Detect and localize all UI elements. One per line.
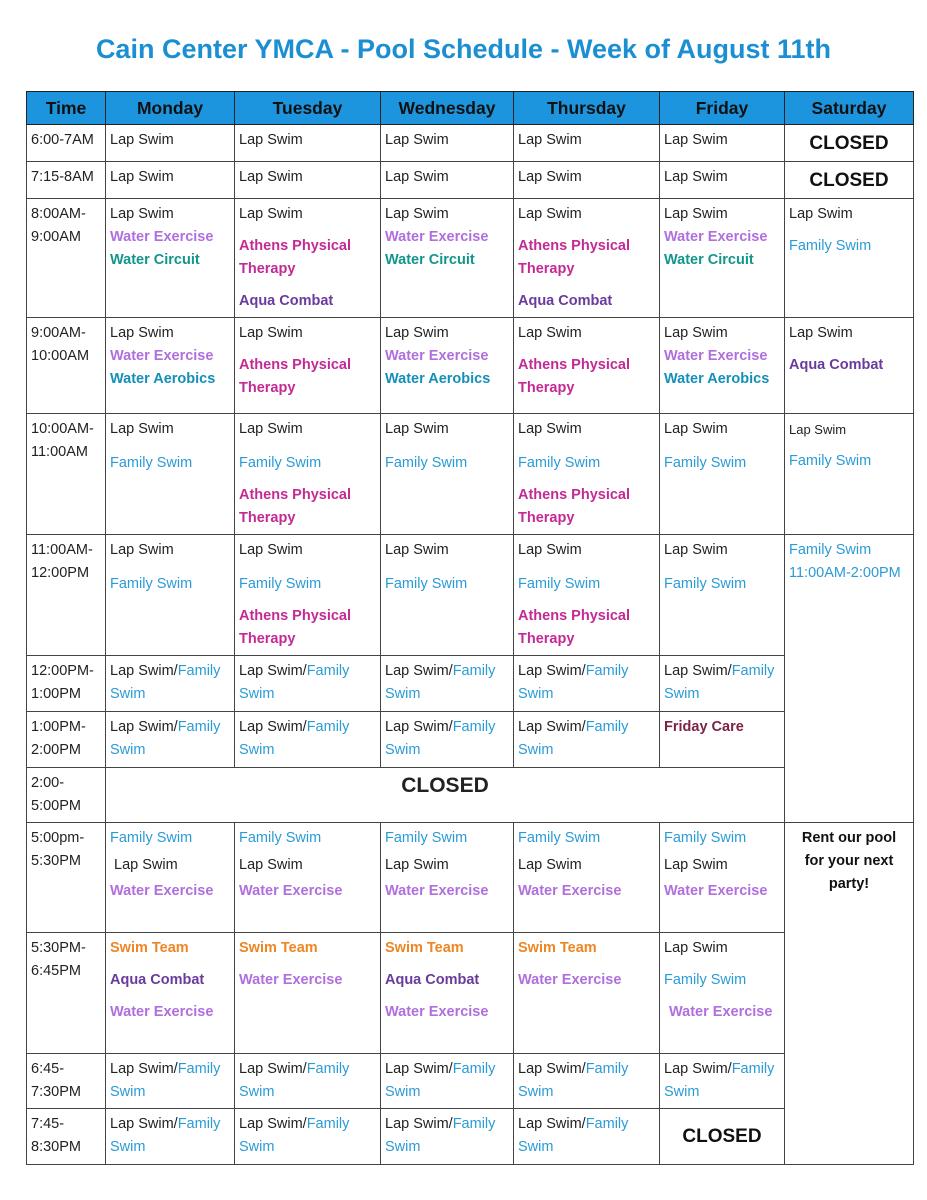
time-cell (27, 162, 106, 199)
family-swim: Family Swim (239, 576, 322, 592)
athens-physical-therapy: Athens Physical Therapy (518, 608, 631, 647)
table-row (27, 823, 914, 933)
family-swim: Family Swim (664, 830, 747, 846)
lap-swim: Lap Swim (789, 206, 853, 222)
lap-swim: Lap Swim (518, 169, 582, 185)
lap-swim: Lap Swim/ (239, 1116, 307, 1132)
water-aerobics: Water Aerobics (664, 371, 770, 387)
family-swim: Family (306, 1116, 350, 1132)
family-swim: Family Swim (239, 455, 322, 471)
friday-care: Friday Care (664, 719, 744, 735)
lap-swim: Lap Swim/ (664, 663, 732, 679)
family-swim-cont: Swim (518, 1139, 554, 1155)
family-swim-cont: Swim (110, 1139, 146, 1155)
family-swim: Family Swim (789, 542, 872, 558)
time-cell (27, 1109, 106, 1165)
schedule-cell (514, 162, 660, 199)
lap-swim: Lap Swim/ (518, 663, 586, 679)
time-label-start: 10:00AM- (31, 421, 94, 437)
family-swim: Family (306, 663, 350, 679)
swim-team: Swim Team (110, 940, 189, 956)
afternoon-closed-cell (106, 768, 785, 823)
schedule-cell (514, 535, 660, 656)
header-time: Time (27, 92, 106, 125)
water-exercise: Water Exercise (664, 348, 768, 364)
schedule-cell (514, 125, 660, 162)
athens-physical-therapy: Athens Physical Therapy (518, 238, 631, 277)
family-swim: Family Swim (664, 455, 747, 471)
time-label-end: 11:00AM (31, 444, 88, 460)
schedule-cell (235, 535, 381, 656)
family-swim-cont: Swim (110, 686, 146, 702)
family-swim: Family (177, 719, 221, 735)
schedule-cell (381, 125, 514, 162)
water-exercise: Water Exercise (110, 1004, 214, 1020)
table-row (27, 318, 914, 414)
family-swim-cont: Swim (385, 686, 421, 702)
lap-swim: Lap Swim (518, 325, 582, 341)
lap-swim: Lap Swim (110, 169, 174, 185)
header-wednesday: Wednesday (381, 92, 514, 125)
schedule-cell (514, 933, 660, 1054)
schedule-cell (660, 933, 785, 1054)
family-swim: Family (585, 1061, 629, 1077)
lap-swim: Lap Swim (385, 206, 449, 222)
schedule-cell (514, 199, 660, 318)
family-swim: Family (452, 719, 496, 735)
family-swim: Family (585, 719, 629, 735)
time-label-end: 2:00PM (31, 742, 81, 758)
family-swim: Family (177, 1061, 221, 1077)
rent-line-3: party! (828, 876, 870, 892)
family-swim: Family Swim (518, 455, 601, 471)
lap-swim: Lap Swim (518, 132, 582, 148)
table-row (27, 162, 914, 199)
lap-swim: Lap Swim (239, 857, 303, 873)
closed-label: CLOSED (809, 132, 889, 154)
lap-swim: Lap Swim (664, 132, 728, 148)
water-exercise: Water Exercise (385, 1004, 489, 1020)
water-exercise: Water Exercise (664, 883, 768, 899)
lap-swim: Lap Swim/ (110, 663, 178, 679)
rent-line-1: Rent our pool (801, 830, 897, 846)
water-circuit: Water Circuit (110, 252, 200, 268)
schedule-cell (514, 1054, 660, 1109)
family-swim: Family Swim (385, 455, 468, 471)
family-swim: Family Swim (385, 576, 468, 592)
saturday-family-swim-cell (785, 535, 914, 823)
lap-swim: Lap Swim (664, 421, 728, 437)
time-label-start: 11:00AM- (31, 542, 93, 558)
family-swim: Family Swim (110, 830, 193, 846)
lap-swim: Lap Swim (110, 132, 174, 148)
lap-swim: Lap Swim/ (385, 719, 453, 735)
time-label-end: 8:30PM (31, 1139, 81, 1155)
schedule-cell (106, 1109, 235, 1165)
water-exercise: Water Exercise (239, 883, 343, 899)
table-row (27, 535, 914, 656)
lap-swim: Lap Swim/ (110, 719, 178, 735)
time-label: 6:00-7AM (31, 132, 94, 148)
water-exercise: Water Exercise (669, 1004, 773, 1020)
schedule-cell (381, 199, 514, 318)
schedule-cell (235, 656, 381, 712)
water-exercise: Water Exercise (385, 348, 489, 364)
schedule-cell (106, 656, 235, 712)
family-swim: Family Swim (664, 972, 747, 988)
header-tuesday: Tuesday (235, 92, 381, 125)
time-label-start: 2:00- (31, 775, 65, 791)
athens-physical-therapy: Athens Physical Therapy (518, 357, 631, 396)
family-swim-cont: Swim (664, 686, 700, 702)
schedule-cell (660, 414, 785, 535)
athens-physical-therapy: Athens Physical Therapy (239, 487, 352, 526)
family-swim-cont: Swim (385, 1084, 421, 1100)
closed-label: CLOSED (401, 774, 489, 797)
table-row (27, 656, 914, 712)
schedule-cell (660, 199, 785, 318)
time-cell (27, 125, 106, 162)
table-row (27, 199, 914, 318)
family-swim-cont: Swim (385, 1139, 421, 1155)
family-swim: Family Swim (518, 830, 601, 846)
time-label-end: 6:45PM (31, 963, 81, 979)
time-cell (27, 535, 106, 656)
family-swim: Family Swim (385, 830, 468, 846)
time-label-end: 1:00PM (31, 686, 81, 702)
water-exercise: Water Exercise (110, 348, 214, 364)
schedule-cell (514, 712, 660, 768)
time-cell (27, 712, 106, 768)
time-label: 7:15-8AM (31, 169, 94, 185)
lap-swim: Lap Swim (239, 325, 303, 341)
lap-swim: Lap Swim (239, 542, 303, 558)
lap-swim: Lap Swim (110, 206, 174, 222)
lap-swim: Lap Swim/ (385, 1116, 453, 1132)
lap-swim: Lap Swim (664, 325, 728, 341)
family-swim: Family (306, 719, 350, 735)
family-swim-cont: Swim (239, 686, 275, 702)
water-exercise: Water Exercise (385, 229, 489, 245)
lap-swim: Lap Swim (789, 325, 853, 341)
table-row (27, 933, 914, 1054)
schedule-cell (106, 535, 235, 656)
schedule-cell (381, 712, 514, 768)
time-label-start: 5:00pm- (31, 830, 85, 846)
lap-swim: Lap Swim (239, 169, 303, 185)
rent-pool-promo (785, 823, 914, 1165)
schedule-cell (235, 933, 381, 1054)
family-swim-cont: Swim (239, 1139, 275, 1155)
schedule-cell (235, 1109, 381, 1165)
schedule-cell (660, 125, 785, 162)
family-swim: Family (452, 1061, 496, 1077)
family-swim-cont: Swim (239, 742, 275, 758)
table-row (27, 414, 914, 535)
time-label-end: 9:00AM (31, 229, 81, 245)
lap-swim: Lap Swim/ (518, 1061, 586, 1077)
lap-swim: Lap Swim/ (518, 1116, 586, 1132)
schedule-cell (235, 712, 381, 768)
schedule-cell (514, 318, 660, 414)
athens-physical-therapy: Athens Physical Therapy (518, 487, 631, 526)
schedule-cell (514, 823, 660, 933)
schedule-cell (235, 1054, 381, 1109)
header-thursday: Thursday (514, 92, 660, 125)
lap-swim: Lap Swim/ (385, 1061, 453, 1077)
lap-swim: Lap Swim (518, 206, 582, 222)
time-label-start: 12:00PM- (31, 663, 94, 679)
time-label-end: 10:00AM (31, 348, 90, 364)
schedule-cell (235, 199, 381, 318)
schedule-cell (106, 162, 235, 199)
lap-swim: Lap Swim/ (385, 663, 453, 679)
lap-swim: Lap Swim (385, 325, 449, 341)
lap-swim: Lap Swim/ (664, 1061, 732, 1077)
time-label-start: 9:00AM- (31, 325, 86, 341)
schedule-cell (106, 823, 235, 933)
lap-swim: Lap Swim (239, 421, 303, 437)
schedule-cell (660, 656, 785, 712)
family-swim: Family (731, 663, 775, 679)
family-swim-cont: Swim (110, 1084, 146, 1100)
schedule-cell (381, 318, 514, 414)
aqua-combat: Aqua Combat (385, 972, 480, 988)
page-title: Cain Center YMCA - Pool Schedule - Week of August 11th (95, 34, 832, 64)
schedule-cell (106, 1054, 235, 1109)
family-swim: Family Swim (789, 453, 872, 469)
time-label-end: 12:00PM (31, 565, 90, 581)
time-cell (27, 318, 106, 414)
header-friday: Friday (660, 92, 785, 125)
schedule-cell (785, 125, 914, 162)
closed-label: CLOSED (809, 169, 889, 191)
water-aerobics: Water Aerobics (385, 371, 491, 387)
schedule-cell (381, 414, 514, 535)
water-circuit: Water Circuit (664, 252, 754, 268)
time-cell (27, 933, 106, 1054)
water-exercise: Water Exercise (110, 883, 214, 899)
schedule-cell (514, 656, 660, 712)
schedule-cell (235, 823, 381, 933)
lap-swim: Lap Swim/ (239, 1061, 307, 1077)
water-exercise: Water Exercise (110, 229, 214, 245)
time-cell (27, 656, 106, 712)
schedule-cell (381, 823, 514, 933)
time-label-end: 7:30PM (31, 1084, 81, 1100)
lap-swim: Lap Swim/ (110, 1116, 178, 1132)
time-label-start: 7:45- (31, 1116, 65, 1132)
schedule-cell (785, 318, 914, 414)
water-exercise: Water Exercise (664, 229, 768, 245)
table-row (27, 768, 914, 823)
lap-swim: Lap Swim (664, 857, 728, 873)
schedule-cell (381, 535, 514, 656)
schedule-cell (106, 199, 235, 318)
family-swim: Family Swim (239, 830, 322, 846)
lap-swim: Lap Swim (518, 542, 582, 558)
family-swim-cont: Swim (664, 1084, 700, 1100)
time-label-start: 5:30PM- (31, 940, 86, 956)
family-swim-cont: Swim (385, 742, 421, 758)
aqua-combat: Aqua Combat (239, 293, 334, 309)
family-swim: Family Swim (110, 455, 193, 471)
schedule-cell (235, 318, 381, 414)
time-cell (27, 414, 106, 535)
schedule-cell (514, 1109, 660, 1165)
family-swim-cont: Swim (518, 742, 554, 758)
time-label-start: 1:00PM- (31, 719, 86, 735)
aqua-combat: Aqua Combat (518, 293, 613, 309)
schedule-cell (106, 125, 235, 162)
lap-swim: Lap Swim (664, 542, 728, 558)
schedule-cell (235, 414, 381, 535)
schedule-cell (106, 933, 235, 1054)
schedule-cell (106, 318, 235, 414)
schedule-cell (660, 318, 785, 414)
aqua-combat: Aqua Combat (789, 357, 884, 373)
family-swim: Family Swim (110, 576, 193, 592)
time-label-end: 5:30PM (31, 853, 81, 869)
schedule-cell (381, 162, 514, 199)
lap-swim: Lap Swim (789, 422, 847, 437)
water-exercise: Water Exercise (518, 972, 622, 988)
water-aerobics: Water Aerobics (110, 371, 216, 387)
family-swim-cont: Swim (518, 686, 554, 702)
lap-swim: Lap Swim (110, 325, 174, 341)
header-row (27, 92, 914, 125)
aqua-combat: Aqua Combat (110, 972, 205, 988)
lap-swim: Lap Swim (385, 421, 449, 437)
lap-swim: Lap Swim (110, 421, 174, 437)
family-swim: Family (306, 1061, 350, 1077)
family-swim: Family (452, 1116, 496, 1132)
lap-swim: Lap Swim (664, 169, 728, 185)
lap-swim: Lap Swim (114, 857, 178, 873)
schedule-cell (660, 162, 785, 199)
lap-swim: Lap Swim/ (518, 719, 586, 735)
time-cell (27, 199, 106, 318)
athens-physical-therapy: Athens Physical Therapy (239, 238, 352, 277)
lap-swim: Lap Swim (664, 940, 728, 956)
closed-label: CLOSED (682, 1126, 762, 1147)
schedule-cell (235, 125, 381, 162)
schedule-cell (235, 162, 381, 199)
water-exercise: Water Exercise (385, 883, 489, 899)
schedule-cell (381, 656, 514, 712)
lap-swim: Lap Swim (664, 206, 728, 222)
schedule-cell (514, 414, 660, 535)
schedule-cell (381, 933, 514, 1054)
table-row (27, 1054, 914, 1109)
schedule-cell (381, 1109, 514, 1165)
swim-team: Swim Team (518, 940, 597, 956)
athens-physical-therapy: Athens Physical Therapy (239, 357, 352, 396)
family-swim: Family (177, 1116, 221, 1132)
saturday-family-swim-time: 11:00AM-2:00PM (789, 565, 901, 581)
time-cell (27, 1054, 106, 1109)
lap-swim: Lap Swim (385, 169, 449, 185)
lap-swim: Lap Swim (239, 206, 303, 222)
family-swim: Family (585, 1116, 629, 1132)
family-swim-cont: Swim (239, 1084, 275, 1100)
family-swim: Family (177, 663, 221, 679)
pool-schedule-table (26, 91, 914, 1165)
schedule-cell (660, 712, 785, 768)
water-circuit: Water Circuit (385, 252, 475, 268)
lap-swim: Lap Swim (385, 542, 449, 558)
swim-team: Swim Team (239, 940, 318, 956)
schedule-cell (660, 535, 785, 656)
family-swim: Family (452, 663, 496, 679)
family-swim: Family Swim (664, 576, 747, 592)
family-swim: Family Swim (789, 238, 872, 254)
table-row (27, 125, 914, 162)
time-label-end: 5:00PM (31, 798, 81, 814)
header-monday: Monday (106, 92, 235, 125)
athens-physical-therapy: Athens Physical Therapy (239, 608, 352, 647)
schedule-cell (785, 199, 914, 318)
family-swim-cont: Swim (110, 742, 146, 758)
lap-swim: Lap Swim/ (239, 719, 307, 735)
table-row (27, 712, 914, 768)
schedule-cell (785, 414, 914, 535)
lap-swim: Lap Swim (385, 132, 449, 148)
header-saturday: Saturday (785, 92, 914, 125)
time-cell (27, 768, 106, 823)
time-cell (27, 823, 106, 933)
family-swim: Family (585, 663, 629, 679)
water-exercise: Water Exercise (239, 972, 343, 988)
time-label-start: 8:00AM- (31, 206, 86, 222)
schedule-cell (106, 712, 235, 768)
schedule-cell (660, 1054, 785, 1109)
family-swim: Family Swim (518, 576, 601, 592)
water-exercise: Water Exercise (518, 883, 622, 899)
rent-line-2: for your next (804, 853, 894, 869)
lap-swim: Lap Swim/ (110, 1061, 178, 1077)
time-label-start: 6:45- (31, 1061, 65, 1077)
schedule-cell (106, 414, 235, 535)
table-row (27, 1109, 914, 1165)
schedule-cell (381, 1054, 514, 1109)
schedule-cell (785, 162, 914, 199)
lap-swim: Lap Swim (385, 857, 449, 873)
schedule-cell (660, 1109, 785, 1165)
family-swim-cont: Swim (518, 1084, 554, 1100)
swim-team: Swim Team (385, 940, 464, 956)
schedule-cell (660, 823, 785, 933)
lap-swim: Lap Swim (518, 857, 582, 873)
family-swim: Family (731, 1061, 775, 1077)
lap-swim: Lap Swim (518, 421, 582, 437)
lap-swim: Lap Swim (110, 542, 174, 558)
lap-swim: Lap Swim/ (239, 663, 307, 679)
lap-swim: Lap Swim (239, 132, 303, 148)
